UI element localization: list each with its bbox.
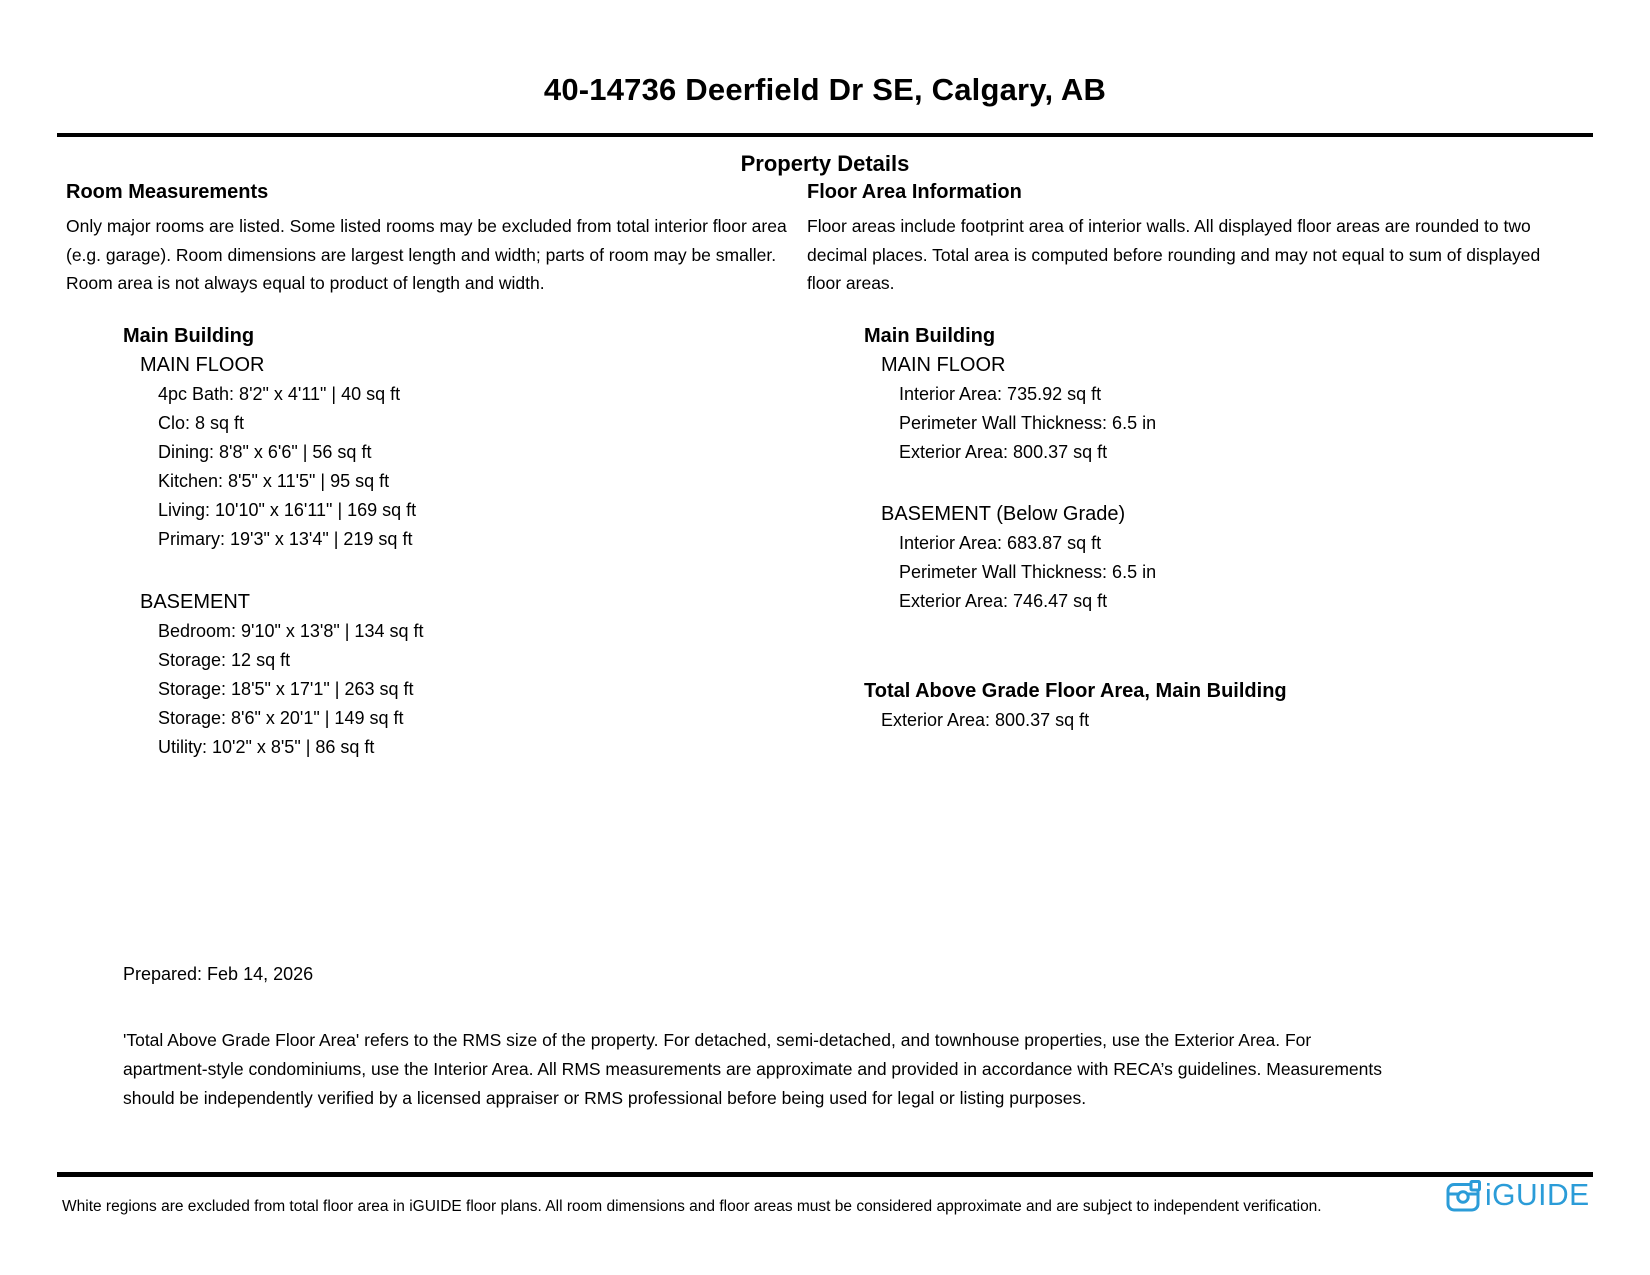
room-line: Storage: 18'5" x 17'1" | 263 sq ft xyxy=(158,678,414,699)
footer-note: White regions are excluded from total floor area in iGUIDE floor plans. All room dimensions and floor areas must be considered approximate and are subject to independent verification. xyxy=(62,1198,1322,1215)
description-line: Floor areas include footprint area of interior walls. All displayed floor areas are rounded to two xyxy=(807,216,1531,236)
iguide-logo xyxy=(1446,1180,1590,1212)
stat-line: Exterior Area: 746.47 sq ft xyxy=(899,590,1108,611)
main-floor-rooms xyxy=(140,351,790,554)
room-line: 4pc Bath: 8'2" x 4'11" | 40 sq ft xyxy=(158,383,401,404)
floor-name: BASEMENT xyxy=(140,590,251,613)
total-above-grade xyxy=(864,677,1547,735)
description-line: decimal places. Total area is computed before rounding and may not equal to sum of displayed xyxy=(807,244,1541,265)
total-heading: Total Above Grade Floor Area, Main Building xyxy=(864,679,1287,702)
description-line: Only major rooms are listed. Some listed rooms may be excluded from total interior floor area xyxy=(66,216,787,236)
description-line: Room area is not always equal to product of length and width. xyxy=(66,273,545,294)
stat-line: Exterior Area: 800.37 sq ft xyxy=(899,441,1108,462)
room-line: Clo: 8 sq ft xyxy=(158,412,245,433)
main-building-areas xyxy=(864,322,1547,616)
floor-area-section xyxy=(807,180,1547,735)
room-line: Primary: 19'3" x 13'4" | 219 sq ft xyxy=(158,528,413,549)
room-line: Bedroom: 9'10" x 13'8" | 134 sq ft xyxy=(158,620,424,641)
room-measurements-section xyxy=(66,180,790,762)
room-line: Dining: 8'8" x 6'6" | 56 sq ft xyxy=(158,441,372,462)
disclaimer-line: apartment-style condominiums, use the Interior Area. All RMS measurements are approximate and provided in accordance with RECA’s guidelines. Measurements xyxy=(123,1059,1382,1079)
building-name: Main Building xyxy=(123,324,255,347)
disclaimer-line: 'Total Above Grade Floor Area' refers to the RMS size of the property. For detached, semi-detached, and townhouse properties, use the Exterior Area. For xyxy=(123,1030,1312,1050)
stat-line: Interior Area: 683.87 sq ft xyxy=(899,532,1102,553)
iguide-camera-icon xyxy=(1446,1180,1482,1212)
page-subtitle: Property Details xyxy=(740,151,910,176)
floor-name: MAIN FLOOR xyxy=(881,353,1006,376)
basement-areas xyxy=(881,500,1547,616)
floor-area-description xyxy=(807,212,1547,298)
total-value: Exterior Area: 800.37 sq ft xyxy=(881,709,1090,730)
header-divider xyxy=(57,133,1593,137)
floor-area-heading: Floor Area Information xyxy=(807,181,1022,203)
basement-rooms xyxy=(140,588,790,762)
main-floor-areas xyxy=(881,351,1547,467)
room-line: Storage: 8'6" x 20'1" | 149 sq ft xyxy=(158,707,404,728)
main-building-rooms xyxy=(123,322,790,762)
floor-name: BASEMENT (Below Grade) xyxy=(881,502,1126,525)
description-line: floor areas. xyxy=(807,273,895,294)
room-line: Kitchen: 8'5" x 11'5" | 95 sq ft xyxy=(158,470,390,491)
page-title: 40-14736 Deerfield Dr SE, Calgary, AB xyxy=(543,72,1107,107)
floor-name: MAIN FLOOR xyxy=(140,353,265,376)
rms-disclaimer xyxy=(123,1026,1382,1113)
prepared-date: Prepared: Feb 14, 2026 xyxy=(123,964,314,984)
room-line: Living: 10'10" x 16'11" | 169 sq ft xyxy=(158,499,417,520)
disclaimer-line: should be independently verified by a licensed appraiser or RMS professional before being used for legal or listing purposes. xyxy=(123,1088,1087,1108)
room-measurements-description xyxy=(66,212,790,298)
stat-line: Perimeter Wall Thickness: 6.5 in xyxy=(899,561,1157,582)
stat-line: Perimeter Wall Thickness: 6.5 in xyxy=(899,412,1157,433)
iguide-wordmark: iGUIDE xyxy=(1485,1178,1590,1213)
footer-divider xyxy=(57,1172,1593,1177)
room-measurements-heading: Room Measurements xyxy=(66,181,269,203)
stat-line: Interior Area: 735.92 sq ft xyxy=(899,383,1102,404)
description-line: (e.g. garage). Room dimensions are largest length and width; parts of room may be smaller. xyxy=(66,244,777,265)
building-name: Main Building xyxy=(864,324,996,347)
room-line: Storage: 12 sq ft xyxy=(158,649,291,670)
room-line: Utility: 10'2" x 8'5" | 86 sq ft xyxy=(158,736,375,757)
